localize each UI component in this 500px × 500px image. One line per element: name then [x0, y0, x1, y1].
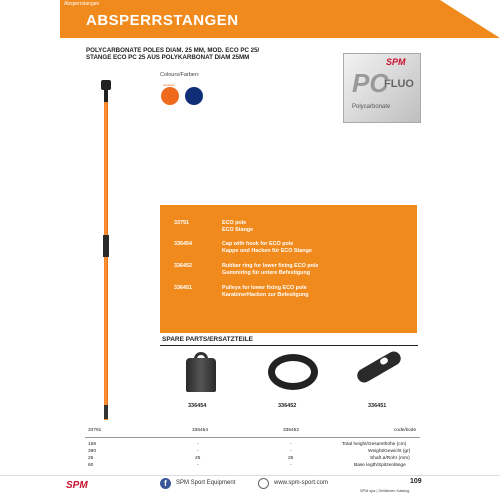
- cell: 390: [88, 449, 97, 454]
- blue-swatch: [185, 87, 203, 105]
- item-code: 33791: [174, 220, 189, 226]
- cell: 60: [88, 463, 94, 468]
- cap-body: [186, 358, 216, 392]
- footer-logo: SPM: [66, 480, 88, 491]
- cell: -: [197, 449, 199, 454]
- item-desc: Cap with hook for ECO pole Kappe und Hacken für ECO Stange: [222, 241, 312, 254]
- cell: 25: [288, 456, 294, 461]
- list-item: [174, 285, 414, 299]
- spec-header: code/kode: [394, 428, 417, 433]
- page-number: 109: [410, 478, 422, 485]
- rubber-ring-image: [268, 354, 318, 390]
- page-title: ABSPERRSTANGEN: [86, 12, 239, 29]
- footer-divider: [0, 475, 500, 476]
- page-header: [60, 0, 500, 38]
- cell: -: [197, 463, 199, 468]
- product-title: [86, 47, 326, 61]
- list-item: [174, 263, 414, 277]
- divider: [160, 345, 418, 346]
- list-item: [174, 220, 414, 234]
- spec-header: 336452: [283, 428, 300, 433]
- facebook-icon[interactable]: f: [160, 478, 171, 489]
- cell: 25: [88, 456, 94, 461]
- table-row: [0, 456, 500, 462]
- pole-hook: [104, 88, 108, 102]
- cell: -: [290, 463, 292, 468]
- cap-with-hook-image: [180, 352, 222, 394]
- item-desc: Pulleys for lower fixing ECO pole KarabinerHacken zur Befestigung: [222, 285, 309, 298]
- spare-parts-title: SPARE PARTS/ERSATZTEILE: [162, 336, 254, 343]
- item-desc: Rubber ring for lower fixing ECO pole Gummiring für untere Befestigung: [222, 263, 319, 276]
- spec-header: 33791: [88, 428, 102, 433]
- cell: -: [197, 442, 199, 447]
- orange-swatch: [161, 87, 179, 105]
- item-code: 336454: [174, 241, 192, 247]
- catalog-note: SPM spa | Sellähnen Katalog: [360, 489, 410, 493]
- logo-subtitle: Polycarbonate: [352, 104, 391, 110]
- cell: 168: [88, 442, 97, 447]
- colours-label: Colours/Farben:: [160, 72, 200, 78]
- logo-fluo: FLUO: [384, 78, 414, 90]
- table-row: [0, 442, 500, 448]
- website-link[interactable]: www.spm-sport.com: [274, 480, 329, 486]
- cell-label: Shaft ø/Rohr (mm): [370, 456, 410, 461]
- product-title-line-1: POLYCARBONATE POLES DIAM. 25 MM, MOD. ECO PC 25/: [86, 47, 260, 54]
- item-desc: ECO pole ECO Stange: [222, 220, 254, 233]
- cell: 25: [195, 456, 201, 461]
- pc-fluo-logo: [343, 53, 421, 123]
- part-code: 336454: [188, 403, 207, 409]
- item-list-panel: [160, 205, 417, 333]
- pole-tip: [104, 405, 108, 419]
- breadcrumb: Absperrstangen: [64, 1, 100, 7]
- swatch-standard-tag: standard: [163, 83, 175, 87]
- part-code: 336451: [368, 403, 387, 409]
- header-corner-cut: [440, 0, 500, 38]
- cell: -: [290, 449, 292, 454]
- divider: [85, 437, 420, 438]
- facebook-link[interactable]: SPM Sport Equipment: [176, 480, 236, 486]
- globe-icon: [258, 478, 269, 489]
- cell: -: [290, 442, 292, 447]
- list-item: [174, 241, 414, 255]
- table-row: [0, 449, 500, 455]
- logo-brand: SPM: [386, 57, 406, 67]
- item-code: 336451: [174, 285, 192, 291]
- product-title-line-2: STANGE ECO PC 25 AUS POLYKARBONAT DIAM 25MM: [86, 54, 250, 61]
- item-code: 336452: [174, 263, 192, 269]
- cell-label: Base legth/Spitzenlänge: [354, 463, 406, 468]
- part-code: 336452: [278, 403, 297, 409]
- pole-band: [103, 235, 109, 257]
- pulley-image: [355, 349, 404, 385]
- table-row: [0, 463, 500, 469]
- spec-header: 336454: [192, 428, 209, 433]
- logo-pc: PC: [352, 68, 389, 98]
- cell-label: Weight/Gewicht (gr): [368, 449, 411, 454]
- cell-label: Total height/Gesamthöhe (cm): [342, 442, 407, 447]
